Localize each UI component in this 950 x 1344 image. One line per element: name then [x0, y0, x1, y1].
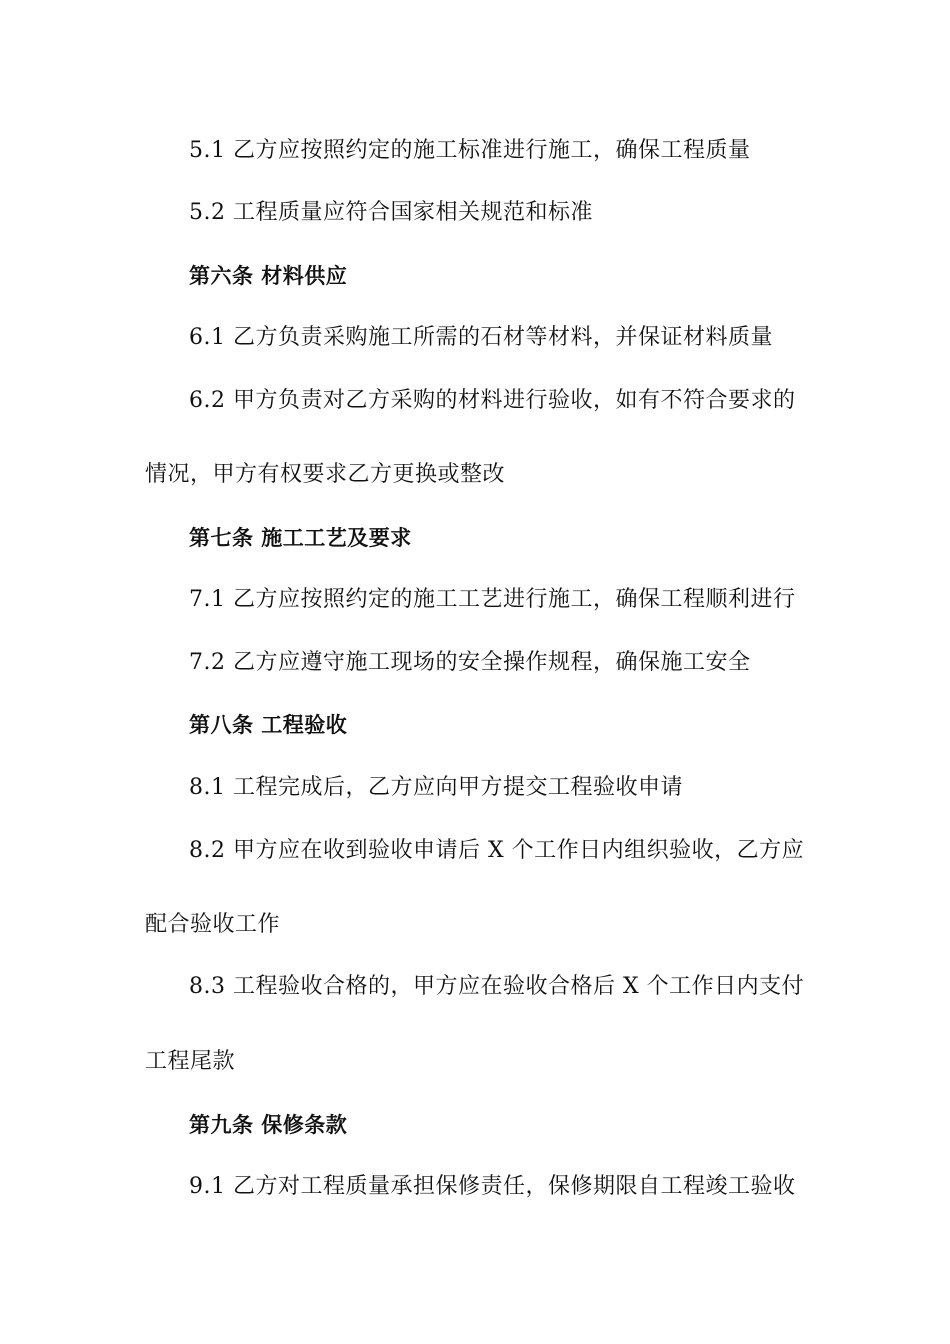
clause-5-2: 5.2 工程质量应符合国家相关规范和标准: [189, 200, 593, 225]
clause-8-1: 8.1 工程完成后，乙方应向甲方提交工程验收申请: [189, 775, 683, 800]
article-8-heading: 第八条 工程验收: [189, 713, 348, 737]
clause-6-2: 6.2 甲方负责对乙方采购的材料进行验收，如有不符合要求的: [189, 388, 796, 413]
clause-7-2: 7.2 乙方应遵守施工现场的安全操作规程，确保施工安全: [189, 650, 751, 675]
article-6-heading: 第六条 材料供应: [189, 264, 348, 288]
clause-6-2-continued: 情况，甲方有权要求乙方更换或整改: [145, 462, 506, 487]
clause-8-2-continued: 配合验收工作: [145, 912, 281, 937]
clause-8-2: 8.2 甲方应在收到验收申请后 X 个工作日内组织验收，乙方应: [189, 838, 805, 863]
clause-9-1: 9.1 乙方对工程质量承担保修责任，保修期限自工程竣工验收: [189, 1174, 796, 1199]
article-7-heading: 第七条 施工工艺及要求: [189, 526, 412, 550]
clause-8-3: 8.3 工程验收合格的，甲方应在验收合格后 X 个工作日内支付: [189, 974, 805, 999]
article-9-heading: 第九条 保修条款: [189, 1113, 348, 1137]
clause-7-1: 7.1 乙方应按照约定的施工工艺进行施工，确保工程顺利进行: [189, 587, 796, 612]
clause-8-3-continued: 工程尾款: [145, 1049, 236, 1074]
clause-5-1: 5.1 乙方应按照约定的施工标准进行施工，确保工程质量: [189, 138, 751, 163]
clause-6-1: 6.1 乙方负责采购施工所需的石材等材料，并保证材料质量: [189, 325, 773, 350]
